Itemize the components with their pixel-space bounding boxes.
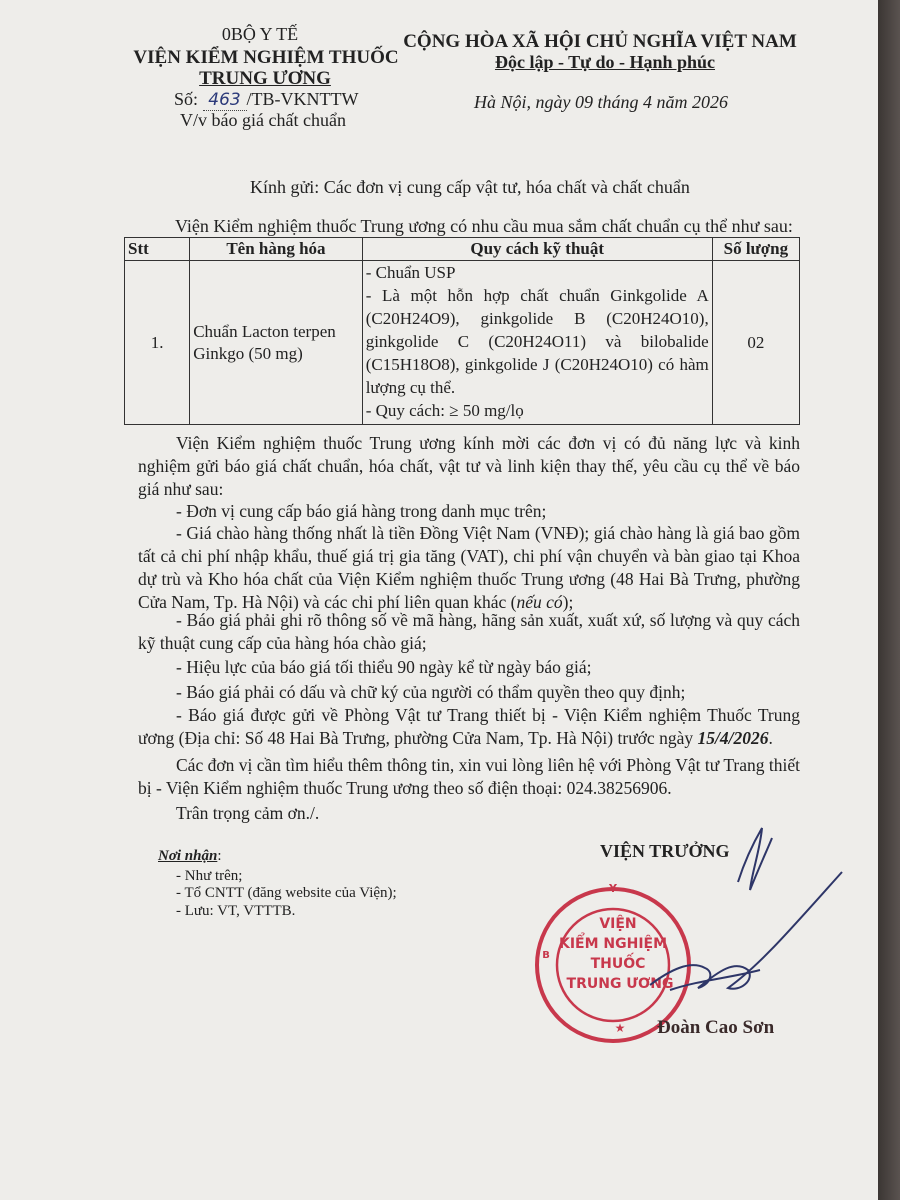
row-stt: 1.	[125, 261, 190, 425]
row-spec	[362, 261, 712, 425]
spec-standard: - Chuẩn USP	[365, 263, 456, 282]
stamp-top-letter: Y	[609, 882, 617, 895]
stamp-side-letter: B	[542, 950, 550, 961]
row-quantity: 02	[712, 261, 799, 425]
doc-number-handwritten: 463	[203, 90, 247, 111]
doc-number	[174, 89, 359, 111]
requirement-1: - Đơn vị cung cấp báo giá hàng trong danh mục trên;	[176, 501, 547, 521]
requirement-3: - Báo giá phải ghi rõ thông số về mã hàng, hãng sản xuất, xuất xứ, số lượng và quy cách kỹ thuật cung cấp của hàng hóa chào giá;	[138, 610, 800, 653]
table-row	[125, 261, 800, 425]
row-item-name: Chuẩn Lacton terpen Ginkgo (50 mg)	[190, 261, 363, 425]
recipients-title-colon: :	[217, 848, 222, 864]
recipient-line: Kính gửi: Các đơn vị cung cấp vật tư, hóa chất và chất chuẩn	[250, 177, 690, 197]
doc-number-label: Số:	[174, 89, 199, 109]
doc-number-suffix: /TB-VKNTTW	[246, 89, 359, 109]
header-item-name: Tên hàng hóa	[190, 238, 363, 261]
goods-table	[124, 237, 800, 425]
intro-line: Viện Kiểm nghiệm thuốc Trung ương có nhu cầu mua sắm chất chuẩn cụ thể như sau:	[175, 216, 793, 236]
recipient-item-2: - Tổ CNTT (đăng website của Viện);	[176, 885, 397, 901]
ministry-name: 0BỘ Y TẾ	[221, 24, 299, 44]
handwritten-signature	[650, 828, 842, 990]
contact-paragraph: Các đơn vị cần tìm hiểu thêm thông tin, xin vui lòng liên hệ với Phòng Vật tư Trang thiết bị - Viện Kiểm nghiệm thuốc Trung ương theo số điện thoại: 024.38256906.	[138, 755, 800, 798]
requirement-2-italic: nếu có	[516, 592, 563, 612]
national-motto: Độc lập - Tự do - Hạnh phúc	[494, 52, 716, 72]
table-header-row	[125, 238, 800, 261]
recipient-item-3: - Lưu: VT, VTTTB.	[176, 903, 296, 919]
header-spec: Quy cách kỹ thuật	[362, 238, 712, 261]
header-quantity: Số lượng	[712, 238, 799, 261]
requirement-4: - Hiệu lực của báo giá tối thiểu 90 ngày kể từ ngày báo giá;	[176, 657, 592, 677]
requirement-6-deadline: 15/4/2026	[697, 728, 769, 748]
recipient-item-1: - Như trên;	[176, 868, 243, 884]
requirement-6-text: - Báo giá được gửi về Phòng Vật tư Trang thiết bị - Viện Kiểm nghiệm Thuốc Trung ương (Địa chỉ: Số 48 Hai Bà Trưng, phường Cửa Nam, Tp. Hà Nội) trước ngày	[138, 705, 800, 748]
recipients-title-text: Nơi nhận	[158, 848, 218, 864]
stamp-line-3: THUỐC	[590, 956, 646, 972]
initial-mark	[738, 828, 772, 890]
photo-background-edge	[878, 0, 900, 1200]
spec-packaging: - Quy cách: ≥ 50 mg/lọ	[365, 401, 524, 420]
recipients-title	[158, 848, 222, 865]
stamp-and-signature	[530, 820, 850, 1050]
requirement-2	[138, 522, 800, 614]
header-stt: Stt	[125, 238, 190, 261]
stamp-line-2: KIỂM NGHIỆM	[558, 936, 668, 952]
stamp-line-1: VIỆN	[599, 916, 637, 932]
signer-name: Đoàn Cao Sơn	[657, 1017, 775, 1038]
requirement-6	[138, 704, 800, 750]
invite-paragraph: Viện Kiểm nghiệm thuốc Trung ương kính mời các đơn vị có đủ năng lực và kinh nghiệm gửi báo giá chất chuẩn, hóa chất, vật tư và linh kiện thay thế, yêu cầu cụ thể về báo giá như sau:	[138, 433, 800, 499]
closing-line: Trân trọng cảm ơn./.	[176, 803, 320, 823]
doc-subject: V/v báo giá chất chuẩn	[180, 110, 346, 130]
stamp-star-icon: ★	[614, 1021, 626, 1035]
place-date: Hà Nội, ngày 09 tháng 4 năm 2026	[474, 92, 728, 112]
signer-position: VIỆN TRƯỞNG	[600, 841, 730, 861]
institute-name-line1: VIỆN KIỂM NGHIỆM THUỐC	[133, 47, 399, 68]
spec-mixture: - Là một hỗn hợp chất chuẩn Ginkgolide A (C20H24O9), ginkgolide B (C20H24O10), ginkgolide C (C20H24O11) và bilobalide (C15H18O8), ginkgolide J (C20H24O10) có hàm lượng cụ thể.	[365, 286, 709, 397]
stamp-line-4: TRUNG ƯƠNG	[566, 976, 674, 992]
signature-underline	[670, 970, 760, 990]
institute-name-line2: TRUNG ƯƠNG	[199, 68, 331, 89]
requirement-2-end: );	[562, 592, 574, 612]
country-name: CỘNG HÒA XÃ HỘI CHỦ NGHĨA VIỆT NAM	[403, 31, 797, 52]
requirement-6-end: .	[768, 728, 773, 748]
requirement-2-text: - Giá chào hàng thống nhất là tiền Đồng Việt Nam (VNĐ); giá chào hàng là giá bao gồm tất cả chi phí nhập khẩu, thuế giá trị gia tăng (VAT), chi phí vận chuyển và bàn giao tại Khoa dự trù và Kho hóa chất của Viện Kiểm nghiệm thuốc Trung ương (48 Hai Bà Trưng, phường Cửa Nam, Tp. Hà Nội) và các chi phí liên quan khác (	[138, 523, 800, 612]
requirement-5: - Báo giá phải có dấu và chữ ký của người có thẩm quyền theo quy định;	[176, 682, 686, 702]
